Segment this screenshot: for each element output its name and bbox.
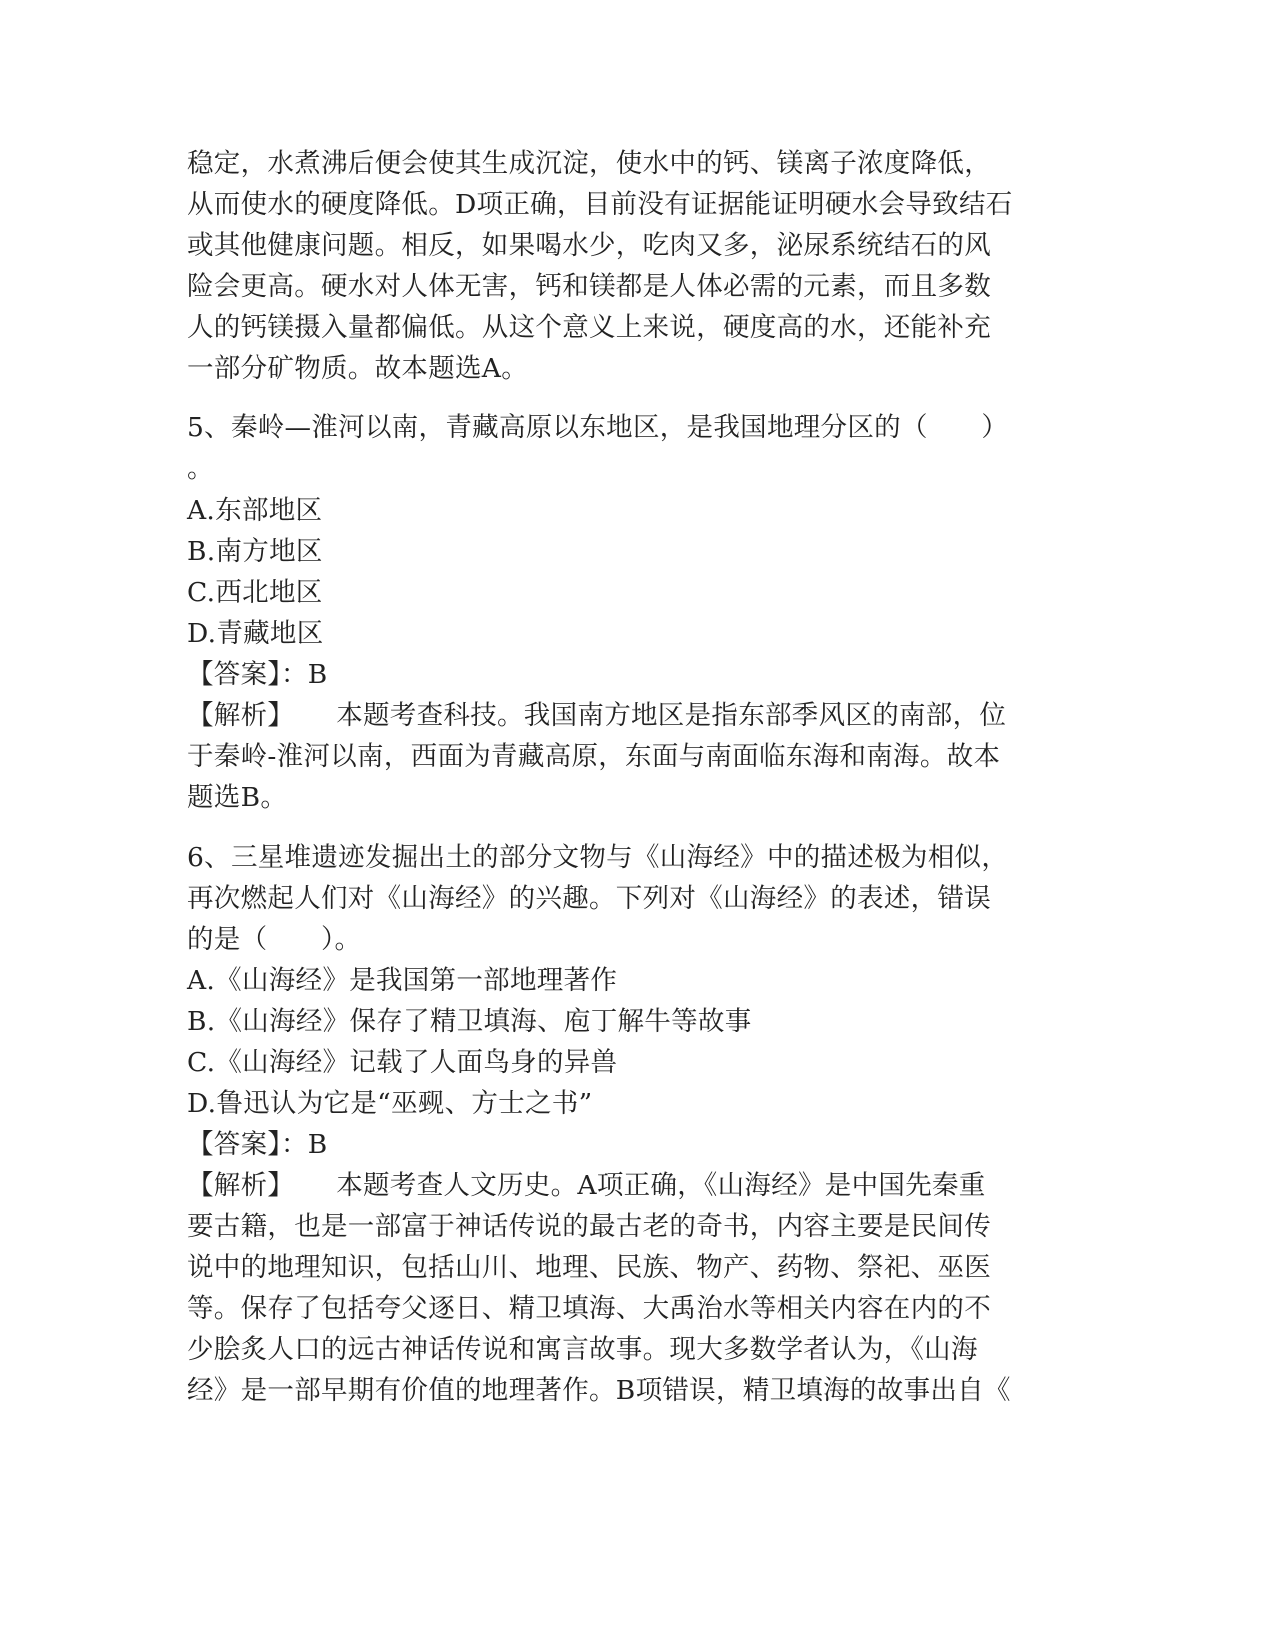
text-line: 人的钙镁摄入量都偏低。从这个意义上来说，硬度高的水，还能补充: [187, 312, 991, 343]
analysis-line: [187, 699, 1006, 733]
analysis-line: 于秦岭-淮河以南，西面为青藏高原，东面与南面临东海和南海。故本: [187, 741, 1001, 772]
question-stem: 6、三星堆遗迹发掘出土的部分文物与《山海经》中的描述极为相似，: [187, 842, 1009, 873]
text-line: 从而使水的硬度降低。D项正确，目前没有证据能证明硬水会导致结石: [187, 189, 1013, 220]
analysis-text: 本题考查科技。我国南方地区是指东部季风区的南部，位: [336, 700, 1007, 731]
analysis-label: 【解析】: [187, 700, 295, 731]
option-d: D.鲁迅认为它是“巫觋、方士之书”: [187, 1088, 593, 1119]
option-b: B.南方地区: [187, 536, 323, 567]
option-d: D.青藏地区: [187, 618, 324, 649]
analysis-line: 题选B。: [187, 782, 288, 813]
question-stem: 的是（ ）。: [187, 924, 362, 955]
analysis-line: 经》是一部早期有价值的地理著作。B项错误，精卫填海的故事出自《: [187, 1375, 1011, 1406]
option-a: A.《山海经》是我国第一部地理著作: [187, 965, 618, 996]
analysis-line: 少脍炙人口的远古神话传说和寓言故事。现大多数学者认为，《山海: [187, 1334, 978, 1365]
analysis-text: 本题考查人文历史。A项正确，《山海经》是中国先秦重: [336, 1170, 986, 1201]
option-c: C.《山海经》记载了人面鸟身的异兽: [187, 1047, 618, 1078]
option-c: C.西北地区: [187, 577, 323, 608]
analysis-label: 【解析】: [187, 1170, 295, 1201]
answer-line: 【答案】：B: [187, 1129, 328, 1160]
analysis-line: 等。保存了包括夸父逐日、精卫填海、大禹治水等相关内容在内的不: [187, 1293, 991, 1324]
text-line: 稳定，水煮沸后便会使其生成沉淀，使水中的钙、镁离子浓度降低，: [187, 148, 991, 179]
option-a: A.东部地区: [187, 495, 323, 526]
analysis-line: 要古籍，也是一部富于神话传说的最古老的奇书，内容主要是民间传: [187, 1211, 991, 1242]
analysis-line: [187, 1169, 986, 1203]
text-line: 或其他健康问题。相反，如果喝水少，吃肉又多，泌尿系统结石的风: [187, 230, 991, 261]
analysis-line: 说中的地理知识，包括山川、地理、民族、物产、药物、祭祀、巫医: [187, 1252, 991, 1283]
question-stem: 5、秦岭—淮河以南，青藏高原以东地区，是我国地理分区的（ ）: [187, 412, 1009, 443]
question-stem: 再次燃起人们对《山海经》的兴趣。下列对《山海经》的表述，错误: [187, 883, 991, 914]
text-line: 一部分矿物质。故本题选A。: [187, 353, 529, 384]
text-line: 险会更高。硬水对人体无害，钙和镁都是人体必需的元素，而且多数: [187, 271, 991, 302]
question-stem: 。: [187, 453, 214, 484]
answer-line: 【答案】：B: [187, 659, 328, 690]
option-b: B.《山海经》保存了精卫填海、庖丁解牛等故事: [187, 1006, 752, 1037]
